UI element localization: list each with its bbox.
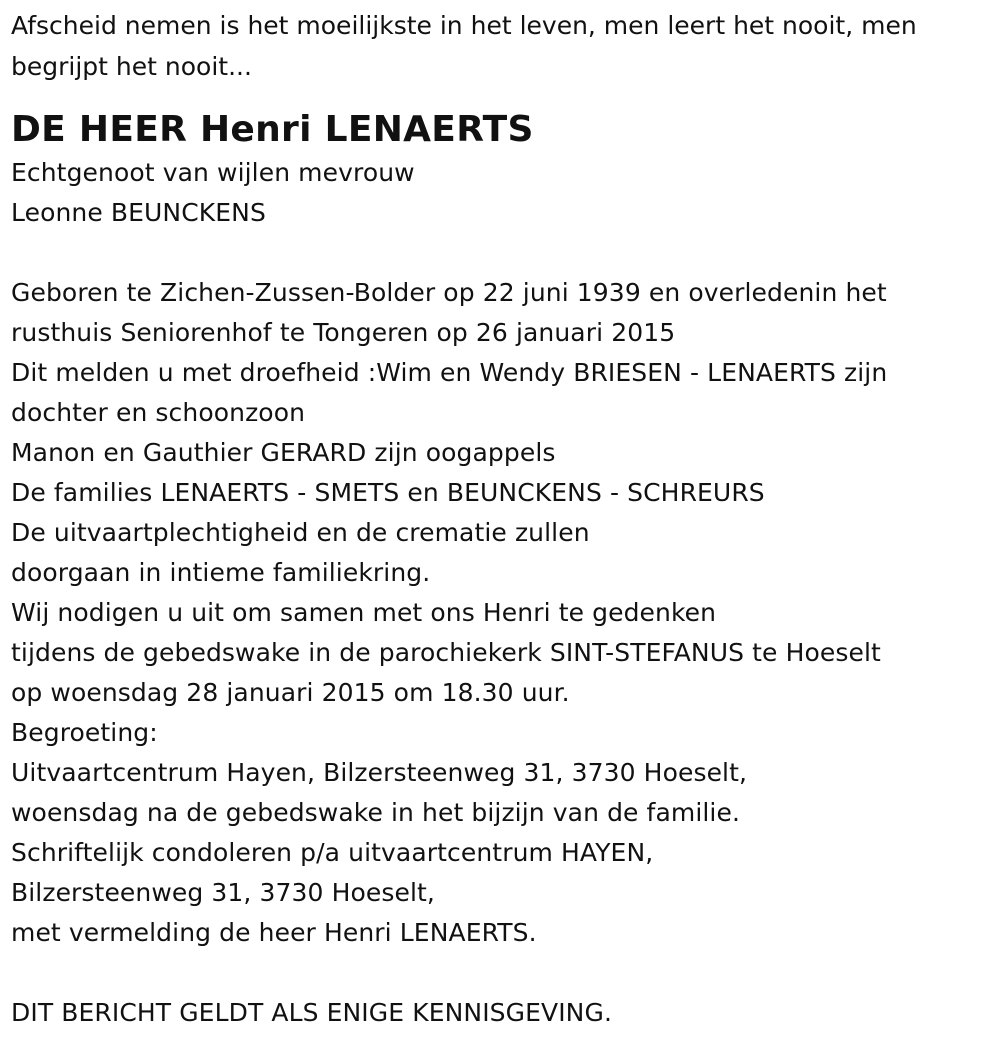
obituary-notice [11,5,986,1033]
spacer [11,233,986,273]
spouse-line: Echtgenoot van wijlen mevrouw [11,158,415,187]
body-line: Uitvaartcentrum Hayen, Bilzersteenweg 31, 3730 Hoeselt, [11,758,748,787]
body-line: woensdag na de gebedswake in het bijzijn van de familie. [11,798,741,827]
body-line: met vermelding de heer Henri LENAERTS. [11,918,537,947]
body-line: Bilzersteenweg 31, 3730 Hoeselt, [11,878,435,907]
body-line: De families LENAERTS - SMETS en BEUNCKENS - SCHREURS [11,478,765,507]
body-line: tijdens de gebedswake in de parochiekerk SINT-STEFANUS te Hoeselt [11,638,881,667]
body-line: Dit melden u met droefheid :Wim en Wendy BRIESEN - LENAERTS zijn [11,358,888,387]
body-line: op woensdag 28 januari 2015 om 18.30 uur. [11,678,570,707]
closing-statement: DIT BERICHT GELDT ALS ENIGE KENNISGEVING. [11,998,612,1027]
spouse-name: Leonne BEUNCKENS [11,198,266,227]
body-line: rusthuis Seniorenhof te Tongeren op 26 januari 2015 [11,318,676,347]
body-line: Geboren te Zichen-Zussen-Bolder op 22 juni 1939 en overledenin het [11,278,887,307]
spacer [11,953,986,993]
intro-quote: Afscheid nemen is het moeilijkste in het leven, men leert het nooit, men begrijpt het nooit... [11,11,917,81]
notice-body [11,273,986,953]
body-line: Manon en Gauthier GERARD zijn oogappels [11,438,556,467]
body-line: dochter en schoonzoon [11,398,306,427]
deceased-name: DE HEER Henri LENAERTS [11,109,534,150]
body-line: Begroeting: [11,718,158,747]
body-line: Schriftelijk condoleren p/a uitvaartcentrum HAYEN, [11,838,654,867]
body-line: De uitvaartplechtigheid en de crematie zullen [11,518,590,547]
body-line: Wij nodigen u uit om samen met ons Henri te gedenken [11,598,717,627]
spouse-block [11,153,986,233]
body-line: doorgaan in intieme familiekring. [11,558,431,587]
